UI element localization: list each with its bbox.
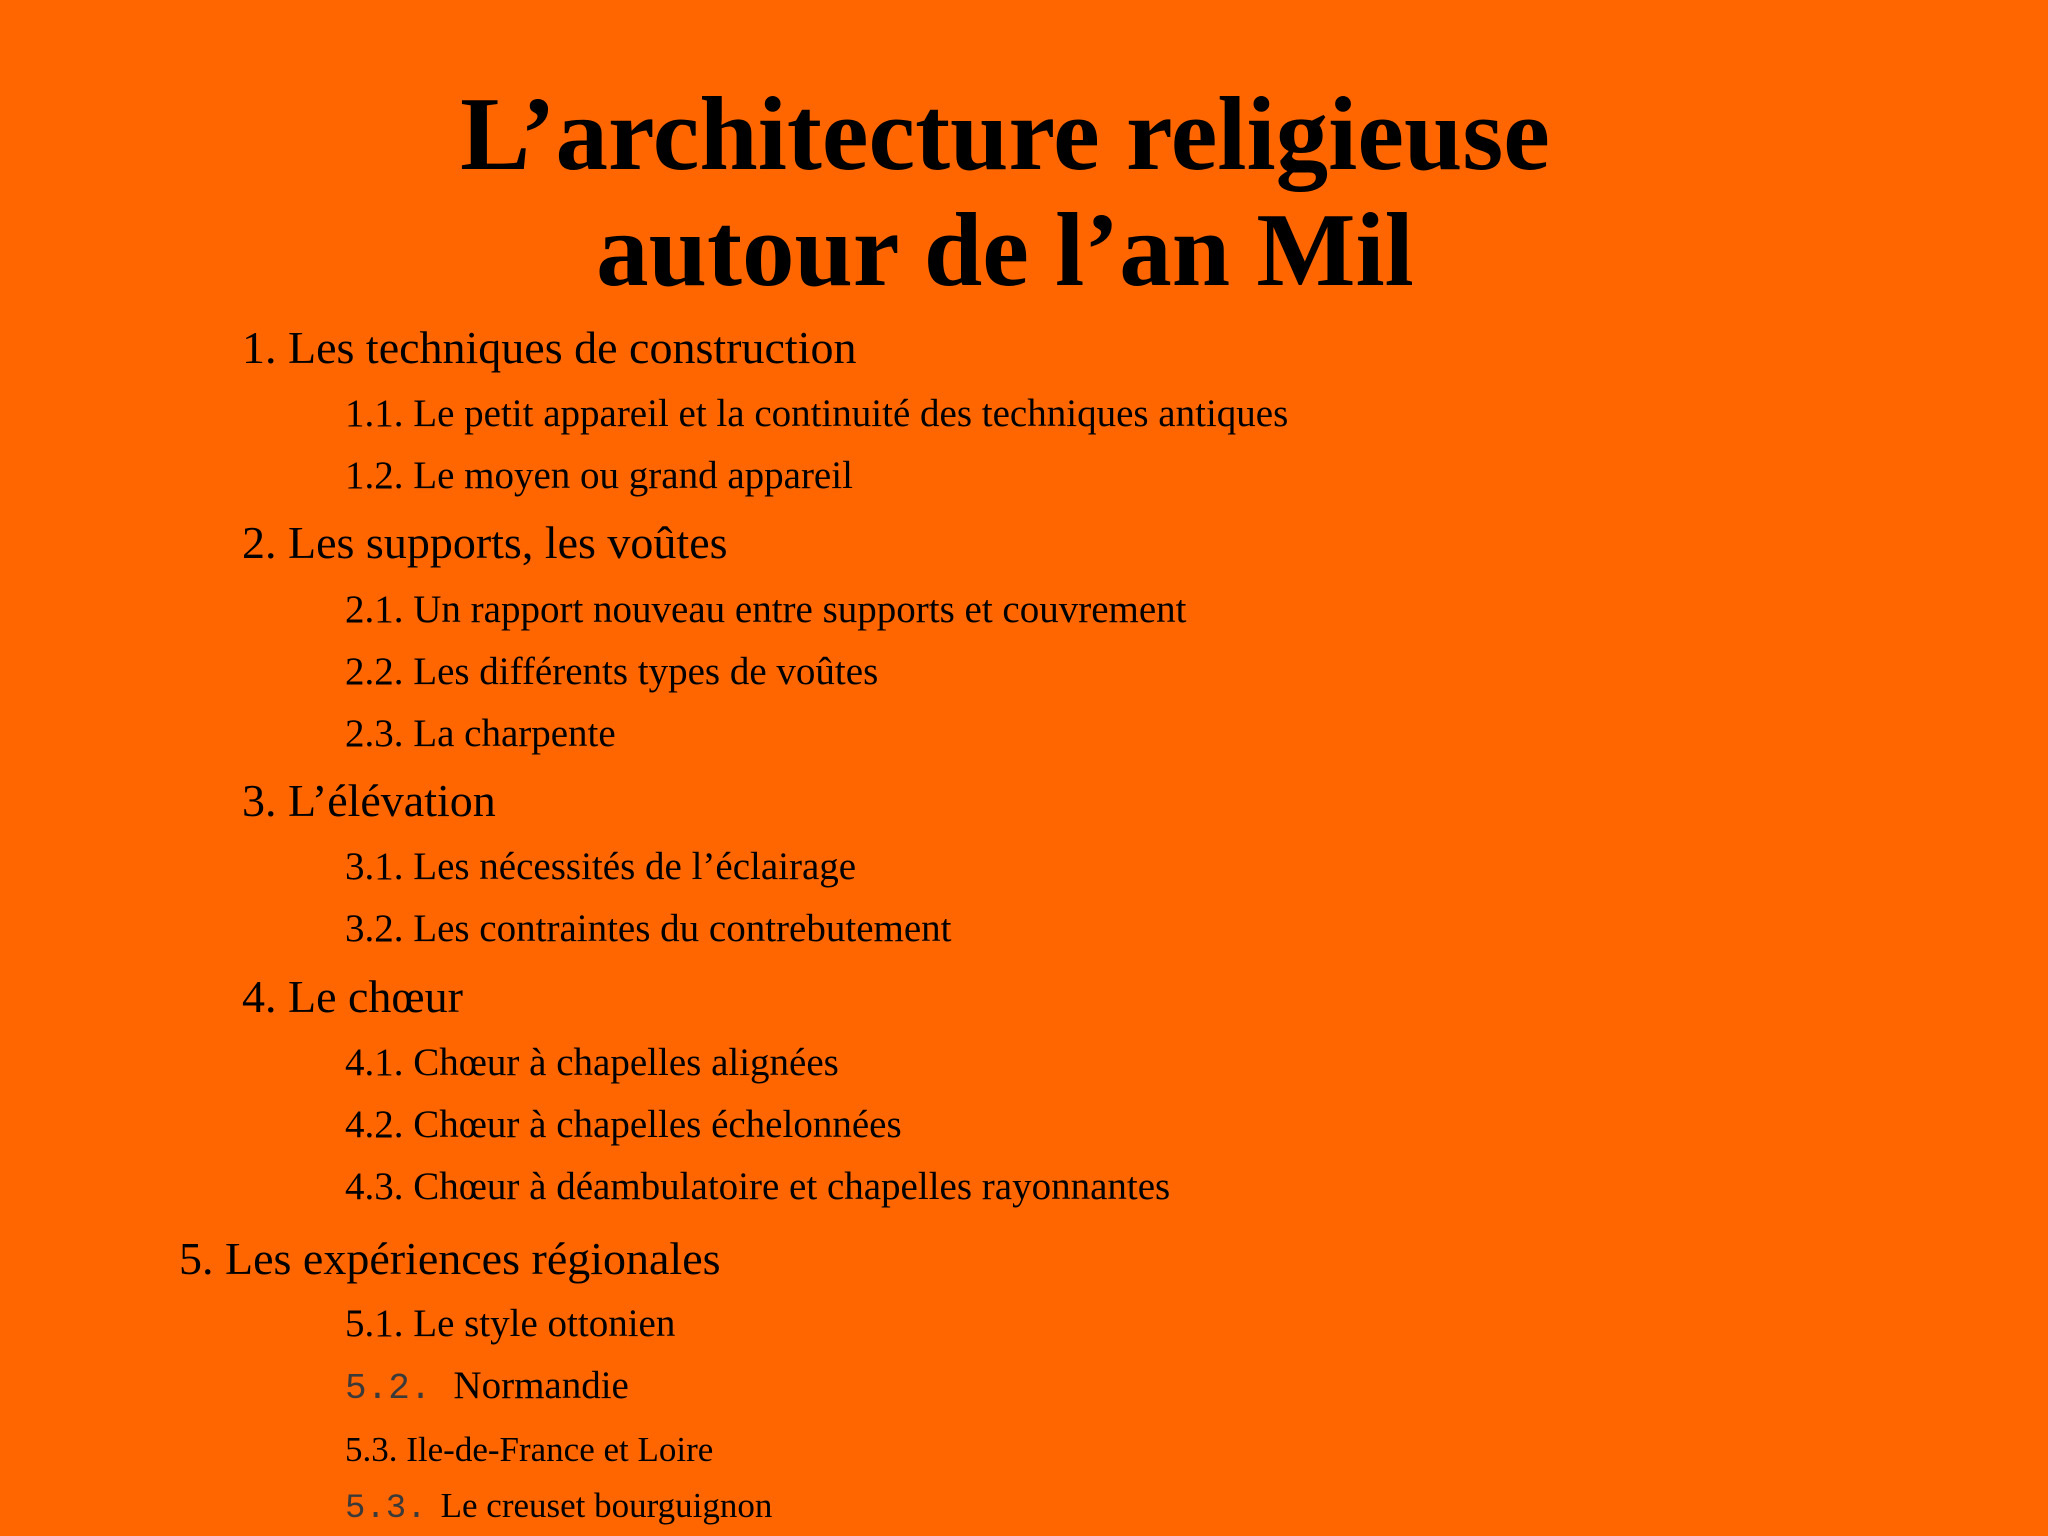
outline-item-3-1: 3.1. Les nécessités de l’éclairage [345, 845, 857, 888]
outline-item-1-1: 1.1. Le petit appareil et la continuité des techniques antiques [345, 392, 1289, 435]
outline-section-1: 1. Les techniques de construction [242, 322, 857, 373]
outline-section-5: 5. Les expériences régionales [179, 1233, 721, 1284]
outline-section-4: 4. Le chœur [242, 971, 463, 1022]
outline-item-2-1: 2.1. Un rapport nouveau entre supports et couvrement [345, 588, 1187, 631]
title-line-2: autour de l’an Mil [596, 191, 1414, 308]
title-line-1: L’architecture religieuse [460, 75, 1550, 192]
outline-item-4-2: 4.2. Chœur à chapelles échelonnées [345, 1103, 902, 1146]
outline-item-5-3b-text: Le creuset bourguignon [440, 1486, 773, 1525]
outline-item-4-1: 4.1. Chœur à chapelles alignées [345, 1041, 839, 1084]
outline-item-5-3b-number: 5.3. [345, 1490, 427, 1528]
outline-section-2: 2. Les supports, les voûtes [242, 517, 728, 568]
outline-item-5-1: 5.1. Le style ottonien [345, 1302, 676, 1345]
outline-item-2-3: 2.3. La charpente [345, 712, 616, 755]
outline-item-2-2: 2.2. Les différents types de voûtes [345, 650, 879, 693]
outline-section-3: 3. L’élévation [242, 775, 496, 826]
outline-item-4-3: 4.3. Chœur à déambulatoire et chapelles rayonnantes [345, 1165, 1171, 1208]
outline-item-5-3b [345, 1484, 772, 1531]
outline-item-5-2-number: 5.2. [345, 1368, 432, 1409]
outline-item-5-3a: 5.3. Ile-de-France et Loire [345, 1430, 714, 1469]
outline-item-3-2: 3.2. Les contraintes du contrebutement [345, 907, 952, 950]
outline-item-5-2-text: Normandie [453, 1364, 629, 1407]
outline-item-5-2 [345, 1362, 629, 1413]
outline-item-1-2: 1.2. Le moyen ou grand appareil [345, 454, 853, 497]
slide-title [0, 76, 2010, 308]
